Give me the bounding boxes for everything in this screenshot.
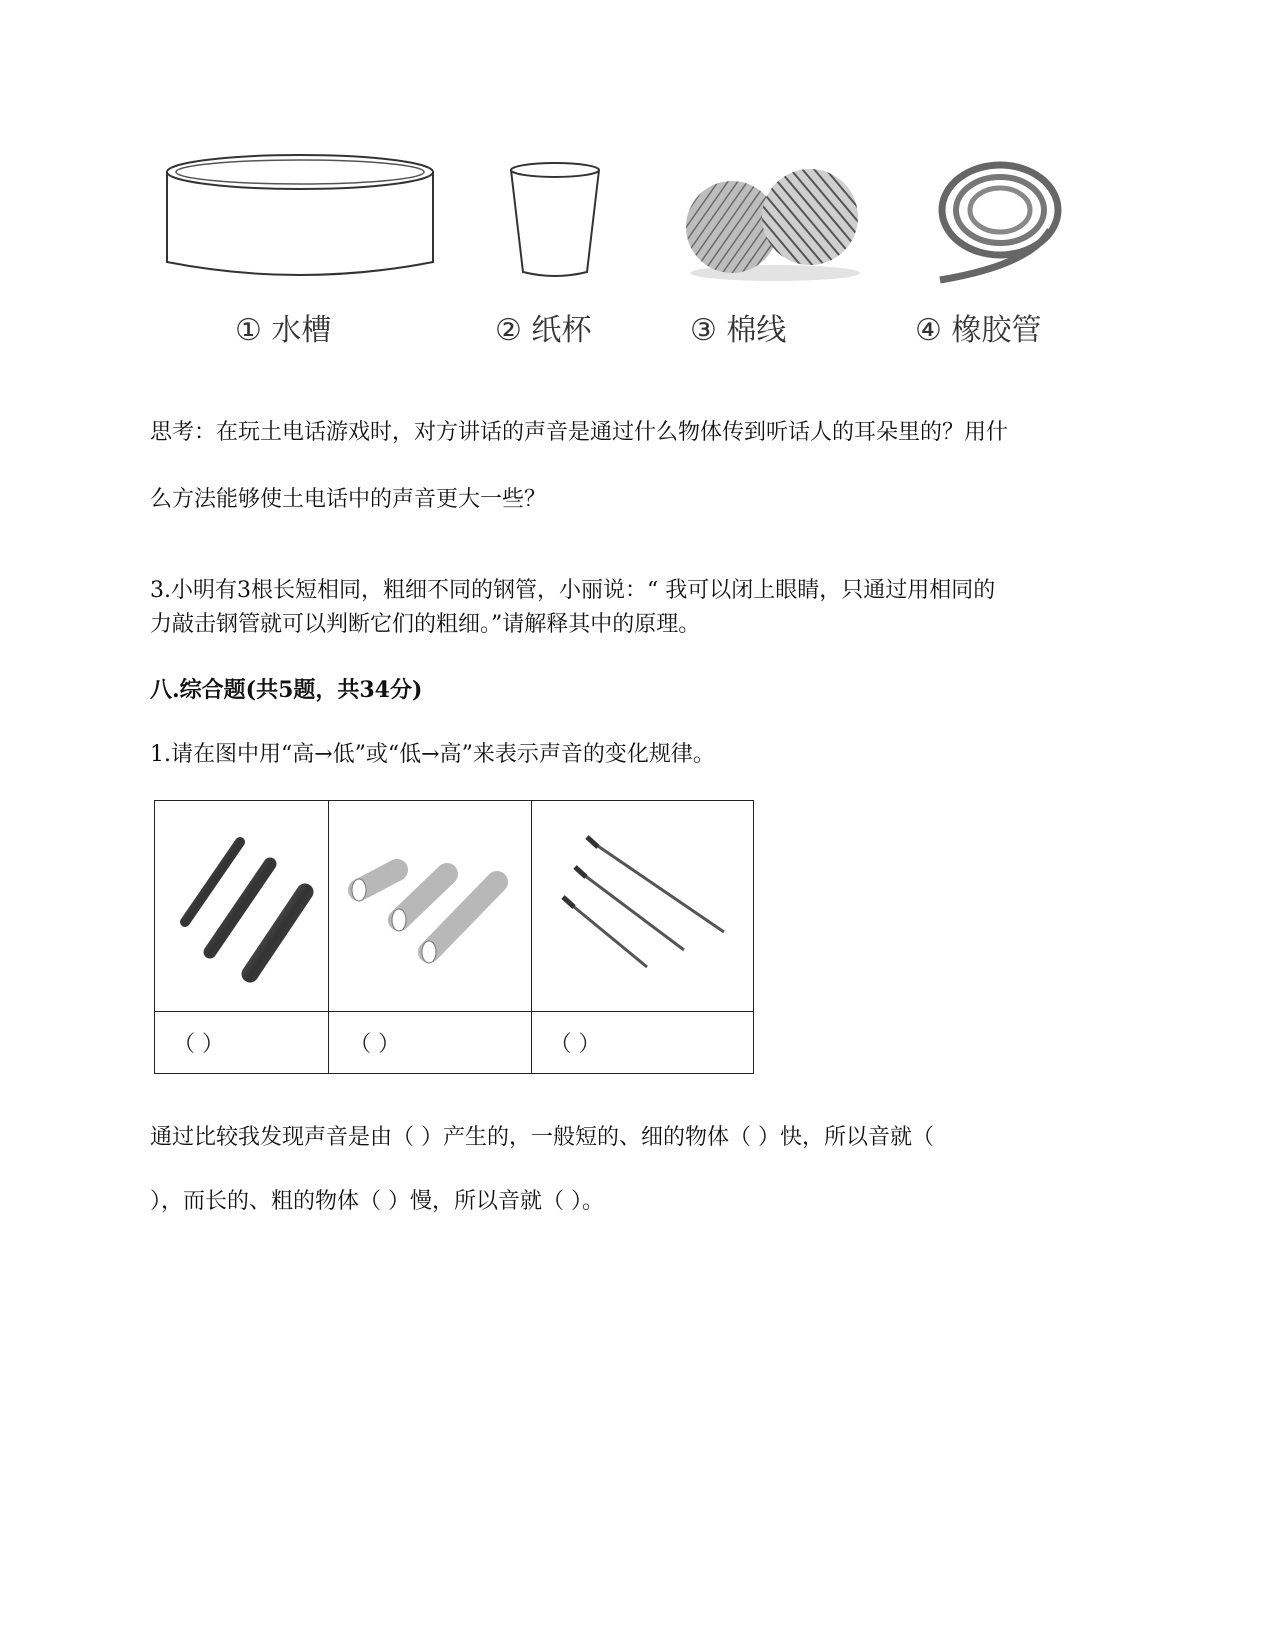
water-trough-icon	[160, 150, 440, 285]
section-title: 八.综合题(共5题，共34分)	[150, 677, 423, 703]
think-line-1: 思考：在玩土电话游戏时，对方讲话的声音是通过什么物体传到听话人的耳朵里的？用什	[150, 420, 1009, 445]
label-water-trough: ① 水槽	[235, 313, 332, 348]
cotton-thread-icon	[680, 165, 870, 285]
q3-line-1: 3.小明有3根长短相同，粗细不同的钢管，小丽说：“ 我可以闭上眼睛，只通过用相同的	[150, 578, 996, 603]
comparison-table	[154, 800, 754, 1074]
label-paper-cup: ② 纸杯	[495, 313, 592, 348]
cell-nails	[531, 801, 754, 1012]
paper-tubes-icon	[329, 802, 529, 1007]
q1-text: 1.请在图中用“高→低”或“低→高”来表示声音的变化规律。	[150, 742, 715, 767]
answer-blank-2: （ ）	[349, 1032, 401, 1057]
answer-cell-1[interactable]	[155, 1012, 329, 1074]
cell-paper-tubes	[329, 801, 531, 1012]
label-cotton-thread: ③ 棉线	[690, 313, 787, 348]
label-rubber-tube: ④ 橡胶管	[915, 313, 1042, 348]
answer-cell-2[interactable]	[329, 1012, 531, 1074]
conclusion-line-2: ），而长的、粗的物体（ ）慢，所以音就（ ）。	[150, 1189, 604, 1214]
answer-blank-3: （ ）	[549, 1032, 601, 1057]
rubber-tube-icon	[930, 155, 1070, 290]
paper-cup-icon	[505, 160, 605, 285]
answer-cell-3[interactable]	[531, 1012, 754, 1074]
nails-icon	[532, 802, 752, 1007]
steel-pipes-icon	[155, 802, 327, 1007]
answer-blank-1: （ ）	[173, 1032, 224, 1057]
q3-line-2: 力敲击钢管就可以判断它们的粗细。”请解释其中的原理。	[150, 612, 701, 637]
conclusion-line-1: 通过比较我发现声音是由（ ）产生的，一般短的、细的物体（ ）快，所以音就（	[150, 1125, 934, 1150]
cell-steel-pipes	[155, 801, 329, 1012]
think-line-2: 么方法能够使土电话中的声音更大一些？	[150, 487, 547, 512]
top-figure	[150, 140, 1100, 360]
